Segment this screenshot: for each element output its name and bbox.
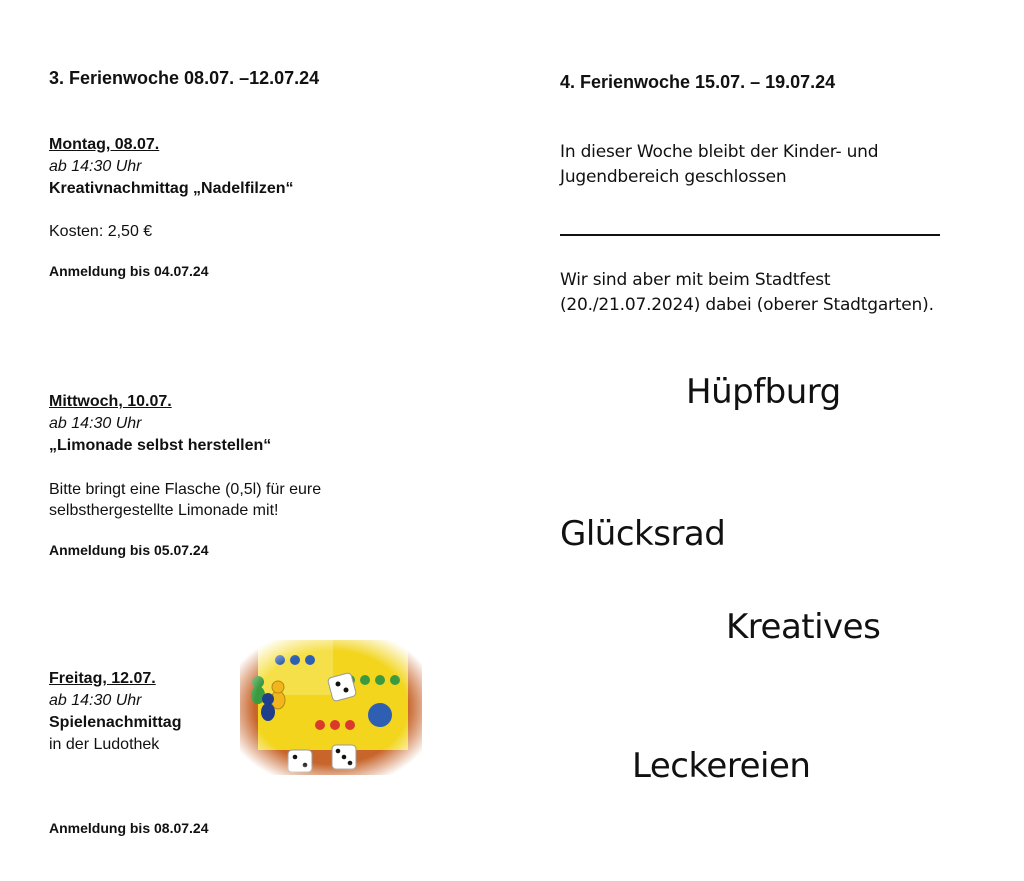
divider-line — [560, 234, 940, 236]
registration-deadline-monday: Anmeldung bis 04.07.24 — [49, 263, 209, 279]
highlight-leckereien: Leckereien — [632, 746, 811, 786]
event-time-monday: ab 14:30 Uhr — [49, 158, 142, 175]
registration-deadline-friday: Anmeldung bis 08.07.24 — [49, 820, 209, 836]
event-cost-monday: Kosten: 2,50 € — [49, 223, 153, 240]
closed-notice-line2: Jugendbereich geschlossen — [560, 167, 787, 187]
event-title-monday: Kreativnachmittag „Nadelfilzen“ — [49, 180, 294, 197]
event-day-friday: Freitag, 12.07. — [49, 670, 156, 687]
board-game-dice-icon — [240, 640, 422, 775]
event-time-friday: ab 14:30 Uhr — [49, 692, 142, 709]
week-3-title: 3. Ferienwoche 08.07. –12.07.24 — [49, 68, 320, 88]
event-day-wednesday: Mittwoch, 10.07. — [49, 393, 172, 410]
event-note-wednesday-line1: Bitte bringt eine Flasche (0,5l) für eure — [49, 481, 322, 498]
event-note-friday: in der Ludothek — [49, 736, 160, 753]
registration-deadline-wednesday: Anmeldung bis 05.07.24 — [49, 542, 209, 558]
event-title-friday: Spielenachmittag — [49, 714, 182, 731]
closed-notice-line1: In dieser Woche bleibt der Kinder- und — [560, 142, 879, 162]
event-day-monday: Montag, 08.07. — [49, 136, 160, 153]
highlight-kreatives: Kreatives — [726, 607, 881, 647]
highlight-gluecksrad: Glücksrad — [560, 514, 726, 554]
stadtfest-line1: Wir sind aber mit beim Stadtfest — [560, 270, 831, 290]
event-note-wednesday-line2: selbsthergestellte Limonade mit! — [49, 502, 279, 519]
week-4-title: 4. Ferienwoche 15.07. – 19.07.24 — [560, 72, 836, 92]
event-time-wednesday: ab 14:30 Uhr — [49, 415, 142, 432]
stadtfest-line2: (20./21.07.2024) dabei (oberer Stadtgarten). — [560, 295, 934, 315]
event-title-wednesday: „Limonade selbst herstellen“ — [49, 437, 272, 454]
highlight-huepfburg: Hüpfburg — [686, 372, 841, 412]
